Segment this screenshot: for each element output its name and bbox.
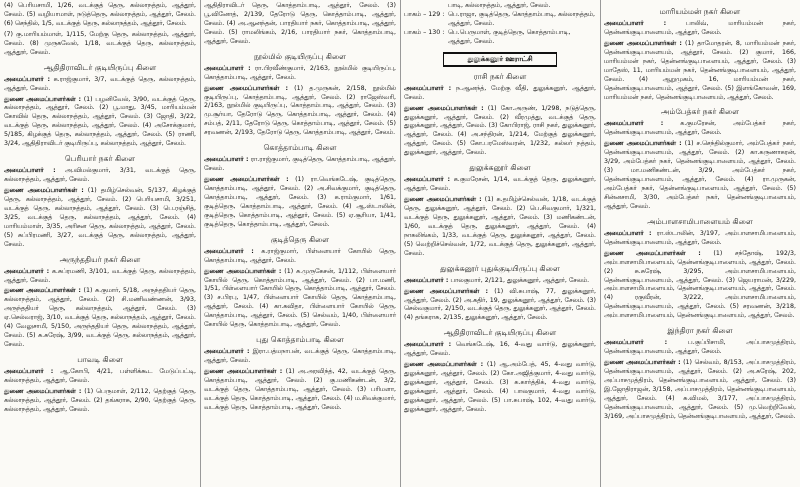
office-bearer-entry xyxy=(4,76,196,94)
role-label: துணை அமைப்பாளர்கள் : xyxy=(204,84,288,92)
role-label: அமைப்பாளர் : xyxy=(4,75,50,83)
member-details: (1) வி.சுபாஷ், 77, துலுக்கனூர், ஆத்தூர், சேலம். (2) அ.கதிர், 19, துலுக்கனூர், ஆத்தூர், சேலம். (3) செல்வகுமார், 2/150, வடக்குத் தெரு, துலுக்கனூர், ஆத்தூர், சேலம். (4) தங்கராசு, 2/135, துலுக்கனூர், ஆத்தூர், சேலம். xyxy=(404,287,596,322)
office-bearer-entry xyxy=(404,176,596,194)
role-label: துணை அமைப்பாளர்கள் : xyxy=(604,140,682,148)
branch-heading: ராசி நகர் கிளை xyxy=(473,71,527,81)
office-bearer-entry xyxy=(4,268,196,286)
member-details: (1) அ.அரவிந்த், 42, வடக்குத் தெரு, கொத்தாம்பாடி, ஆத்தூர், சேலம். (2) கு.மணிகண்டன், 3/2, வடக்குத் தெரு, கொத்தாம்பாடி, ஆத்தூர், சேலம். (3) பரிமளா, வடக்குத் தெரு, கொத்தாம்பாடி, ஆத்தூர், சேலம். (4) ம.சிவக்குமார், வடக்குத் தெரு, கொத்தாம்பாடி, ஆத்தூர், சேலம். xyxy=(204,368,396,411)
booth-number xyxy=(404,2,448,11)
role-label: துணை அமைப்பாளர்கள் : xyxy=(4,187,84,194)
booth-row xyxy=(404,2,596,11)
member-details: இரா.பத்மநாபன், வடக்குத் தெரு, கொத்தாம்பாடி, ஆத்தூர், சேலம். xyxy=(204,348,396,365)
branch-heading: பாவடி கிளை xyxy=(77,355,123,364)
member-details: (1) ரா.வெங்கடேஷ், குடித்தெரு, கொத்தாம்பாடி, ஆத்தூர், சேலம். (2) அ.சிவக்குமார், குடித்தெரு, கொத்தாம்பாடி, ஆத்தூர், சேலம். (3) க.ராம்குமார், 1/61, குடித்தெரு, கொத்தாம்பாடி, ஆத்தூர், சேலம். (4) ஆ.ஸ்டாலின், குடித்தெரு, கொத்தாம்பாடி, ஆத்தூர், சேலம். (5) ஏ.சூரியா, 1/41, குடித்தெரு, கொத்தாம்பாடி, ஆத்தூர், சேலம். xyxy=(204,176,396,228)
office-bearer-entry xyxy=(404,105,596,159)
office-bearer-entry xyxy=(604,359,796,422)
branch-heading: நூல்மில் குடியிருப்பு கிளை xyxy=(253,51,347,61)
role-label: அமைப்பாளர் : xyxy=(404,176,451,184)
role-label: துணை அமைப்பாளர்கள் : xyxy=(204,176,289,184)
role-label: துணை அமைப்பாளர்கள் : xyxy=(4,95,82,103)
column-4 xyxy=(600,0,800,487)
branch-heading: துலுக்கனூர் புதுக்குடியிருப்பு கிளை xyxy=(440,263,560,273)
office-bearer-entry xyxy=(604,120,796,138)
office-bearer-entry xyxy=(204,248,396,266)
office-bearer-entry xyxy=(204,156,396,174)
role-label: அமைப்பாளர் : xyxy=(204,64,251,72)
branch-heading: பெரியார் நகர் கிளை xyxy=(64,154,136,164)
role-label: துணை அமைப்பாளர்கள் : xyxy=(204,267,282,275)
office-bearer-entry xyxy=(204,268,396,331)
office-bearer-entry xyxy=(604,20,796,38)
booth-list xyxy=(404,2,596,47)
role-label: அமைப்பாளர் : xyxy=(604,339,668,347)
role-label: அமைப்பாளர் : xyxy=(404,84,452,92)
role-label: அமைப்பாளர் : xyxy=(204,156,249,164)
branch-heading: துலுக்கனூர் கிளை xyxy=(469,163,531,173)
office-bearer-entry xyxy=(4,287,196,350)
office-bearer-entry xyxy=(204,348,396,366)
col2-top-para: ஆதிதிராவிடர் தெரு, கொத்தாம்பாடி, ஆத்தூர், சேலம். (3) பூ.வினோத், 2/139, தேரோடு தெரு, கொத்தாம்பாடி, ஆத்தூர், சேலம். (4) அ.ஆனந்தன், பாரதியார் நகர், கொத்தாம்பாடி, ஆத்தூர், சேலம். (5) ராமலிங்கம், 2/16, பாரதியார் நகர், கொத்தாம்பாடி, ஆத்தூர், சேலம். xyxy=(204,2,396,45)
member-details: (1) தமிழ்செல்வன், 5/137, கிழக்குத் தெரு, கல்லாநத்தம், ஆத்தூர், சேலம். (2) பெரியசாமி, 3/251, வடக்குத் தெரு, கல்லாநத்தம், ஆத்தூர், சேலம். (3) பெ.ரஞ்சித், 3/25, வடக்குத் தெரு, கல்லாநத்தம், ஆத்தூர், சேலம். (4) மாரியம்மாள், 3/35, அரிசன தெரு, கல்லாநத்தம், ஆத்தூர், சேலம். (5) சுப்பிரமணி, 3/27, வடக்குத் தெரு, கல்லாநத்தம், ஆத்தூர், சேலம். xyxy=(4,187,196,248)
member-details: பாலகுமார், 2/121, துலுக்கனூர், ஆத்தூர், சேலம். xyxy=(450,276,590,284)
member-details: (1) செல்வம், 8/153, அப்பாசமுத்திரம், தென்னங்குடிபாளையம், ஆத்தூர், சேலம். (2) அ.சுரேஷ், 202, அப்பாசமுத்திரம், தென்னங்குடிபாளையம், ஆத்தூர், சேலம். (3) இ.ஜோதிராஜன், 3/158, அப்பாசமுத்திரம், தென்னங்குடிபாளையம், ஆத்தூர், சேலம். (4) சு.விமல், 3/177, அப்பாசமுத்திரம், தென்னங்குடிபாளையம், ஆத்தூர், சேலம். (5) மு.வெற்றிவேல், 3/169, அப்பாசமுத்திரம், தென்னங்குடிபாளையம், ஆத்தூர், சேலம். xyxy=(604,359,796,420)
office-bearer-entry xyxy=(4,368,196,386)
role-label: அமைப்பாளர் : xyxy=(404,341,452,349)
role-label: துணை அமைப்பாளர்கள் : xyxy=(4,387,82,395)
member-details: க.ராஜ்குமார், பிள்ளையார் கோயில் தெரு, கொத்தாம்பாடி, ஆத்தூர், சேலம். xyxy=(204,247,396,264)
office-bearer-entry xyxy=(404,85,596,103)
office-bearer-entry xyxy=(204,176,396,230)
col2-sections xyxy=(204,52,396,413)
role-label: அமைப்பாளர் : xyxy=(604,20,667,27)
member-details: க.குமரேசன், 1/14, வடக்குத் தெரு, துலுக்கனூர், ஆத்தூர், சேலம். xyxy=(404,176,596,193)
role-label: துணை அமைப்பாளர்கள் : xyxy=(404,361,484,369)
office-bearer-entry xyxy=(204,65,396,83)
role-label: அமைப்பாளர் : xyxy=(204,247,254,255)
branch-heading: புது கொத்தாம்பாடி கிளை xyxy=(256,335,344,345)
role-label: அமைப்பாளர் : xyxy=(604,120,664,128)
office-bearer-entry xyxy=(204,85,396,139)
branch-heading: மாரியம்மன் நகர் கிளை xyxy=(659,7,741,16)
office-bearer-entry xyxy=(404,341,596,359)
role-label: அமைப்பாளர் : xyxy=(4,368,54,375)
booth-agent: பாடி, கல்லாநத்தம், ஆத்தூர், சேலம். xyxy=(448,2,551,9)
role-label: துணை அமைப்பாளர்கள் : xyxy=(204,368,283,375)
role-label: அமைப்பாளர் : xyxy=(604,229,652,237)
member-details: (1) ச.செந்தில்குமார், அம்பேத்கர் நகர், தென்னங்குடிபாளையம், ஆத்தூர், சேலம். (2) கா.கருணாகரன், 3/29, அம்பேத்கர் நகர், தென்னங்குடிபாளையம், ஆத்தூர், சேலம். (3) மா.மணிகண்டன், 3/29, அம்பேத்கர் நகர், தென்னங்குடிபாளையம், ஆத்தூர், சேலம். (4) ரா.முருகன், அம்பேத்கர் நகர், தென்னங்குடிபாளையம், ஆத்தூர், சேலம். (5) சின்னசாமி, 3/30, அம்பேத்கர் நகர், தென்னங்குடிபாளையம், ஆத்தூர், சேலம். xyxy=(604,140,796,210)
member-details: பாலிவ், மாரியம்மன் நகர், தென்னங்குடிபாளையம், ஆத்தூர், சேலம். xyxy=(604,20,796,36)
member-details: ரா.ஸ்டாலின், 3/197, அம்பாளசாமிபாளையம், தென்னங்குடிபாளையம், ஆத்தூர், சேலம். xyxy=(604,229,796,246)
col3-sections xyxy=(404,72,596,415)
role-label: துணை அமைப்பாளர்கள் : xyxy=(404,104,484,112)
booth-row xyxy=(404,11,596,29)
office-bearer-entry xyxy=(404,361,596,415)
booth-number: பாகம் – 130 : xyxy=(404,28,445,36)
member-details: ந.ஆனந்த், மேற்கு வீதி, துலுக்கனூர், ஆத்தூர், சேலம். xyxy=(404,84,596,101)
office-bearer-entry xyxy=(4,187,196,250)
col1-sections xyxy=(4,63,196,415)
member-details: (1) ஆ.அம்பேத், 45, 4-வது வார்டு, துலுக்கனூர், ஆத்தூர், சேலம். (2) கோ.அஜித்குமார், 4-வது வார்டு, துலுக்கனூர், ஆத்தூர், சேலம். (3) க.கார்த்திக், 4-வது வார்டு, துலுக்கனூர், ஆத்தூர், சேலம். (4) பாலகுமார், 4-வது வார்டு, துலுக்கனூர், ஆத்தூர், சேலம். (5) பா.சுபாஷ், 102, 4-வது வார்டு, துலுக்கனூர், ஆத்தூர், சேலம். xyxy=(404,361,596,413)
office-bearer-entry xyxy=(604,140,796,212)
office-bearer-entry xyxy=(404,277,596,286)
booth-agent: பெ.பெருமாள், குடித்தெரு, கொத்தாம்பாடி, ஆத்தூர், சேலம். xyxy=(448,28,571,45)
member-details: (1) கோ.அருண், 1/298, நடுத்தெரு, துலுக்கனூர், ஆத்தூர், சேலம். (2) வீரமுத்து, வடக்குத் தெரு, துலுக்கனூர், ஆத்தூர், சேலம். (3) கோபிராஜ், ராசி நகர், துலுக்கனூர், ஆத்தூர், சேலம். (4) அ.சந்திரன், 1/214, மேற்குத் துலுக்கனூர், ஆத்தூர், சேலம். (5) கோ.பரமேஸ்வரன், 1/232, கல்லர் நத்தம், துலுக்கனூர், ஆத்தூர், சேலம். xyxy=(404,104,596,157)
role-label: அமைப்பாளர் : xyxy=(4,167,56,175)
member-details: ரா.ராஜ்குமார், குடித்தெரு, கொத்தாம்பாடி, ஆத்தூர், சேலம். xyxy=(204,156,396,173)
office-bearer-entry xyxy=(404,196,596,259)
col1-top-para-2: (7) கு.மாரியம்மாள், 1/115, மேற்கு தெரு, கல்லாநத்தம், ஆத்தூர், சேலம். (8) முருகவேல், 1/18, வடக்குத் தெரு, கல்லாநத்தம், ஆத்தூர், சேலம். xyxy=(4,30,196,56)
branch-heading: ஆதிதிராவிடர் குடியிருப்பு கிளை xyxy=(443,328,557,338)
role-label: துணை அமைப்பாளர்கள் : xyxy=(404,196,482,204)
role-label: அமைப்பாளர் : xyxy=(4,267,50,275)
member-details: (1) பெருமாள், 2/112, தெற்குத் தெரு, கல்லாநத்தம், ஆத்தூர், சேலம். (2) தங்கராசு, 2/90, தெற்குத் தெரு, கல்லாநத்தம், ஆத்தூர், சேலம். xyxy=(4,387,196,413)
role-label: துணை அமைப்பாளர்கள் : xyxy=(604,359,681,367)
member-details: அ.விமல்குமார், 3/31, வடக்குத் தெரு, கல்லாநத்தம், ஆத்தூர், சேலம். xyxy=(4,167,196,184)
branch-heading: அம்பேத்கர் நகர் கிளை xyxy=(660,107,740,117)
branch-heading: அம்பாளசாமிபாளையம் கிளை xyxy=(647,216,753,226)
office-bearer-entry xyxy=(604,250,796,322)
role-label: அமைப்பாளர் : xyxy=(204,348,250,356)
member-details: க.ராஜ்குமார், 3/7, வடக்குத் தெரு, கல்லாநத்தம், ஆத்தூர், சேலம். xyxy=(4,75,196,92)
member-details: (1) பழனிவேல், 3/90, வடக்குத் தெரு, கல்லாநத்தம், ஆத்தூர், சேலம். (2) பூ.மாது, 3/45, மாரியம்மன் கோவில் தெரு, கல்லாநத்தம், ஆத்தூர், சேலம். (3) ஜோதி, 3/22, வடக்குத் தெரு, கல்லாநத்தம், ஆத்தூர், சேலம். (4) அசோக்குமார், 5/185, கிழக்குத் தெரு, கல்லாநத்தம், ஆத்தூர், சேலம். (5) ராணி, 3/24, ஆதிதிராவிடர் குடியிருப்பு, கல்லாநத்தம், ஆத்தூர், சேலம். xyxy=(4,95,196,148)
panchayat-banner: துலுக்கனூர் ஊராட்சி xyxy=(443,52,557,67)
role-label: துணை அமைப்பாளர்கள் : xyxy=(604,39,682,47)
member-details: (1) த.முருகன், 2/158, நூல்மில் குடியிருப்பு, கொத்தாம்பாடி, ஆத்தூர், சேலம். (2) ராஜேஸ்வரி, 2/163, நூல்மில் குடியிருப்பு, கொத்தாம்பாடி, ஆத்தூர், சேலம். (3) மு.சூர்யா, தேரோடு தெரு, கொத்தாம்பாடி, ஆத்தூர், சேலம். (4) சம்பத், 2/11, தேரோடு தெரு, கொத்தாம்பாடி, ஆத்தூர், சேலம். (5) சரவணன், 2/193, தேரோடு தெரு, கொத்தாம்பாடி, ஆத்தூர், சேலம். xyxy=(204,84,396,137)
role-label: துணை அமைப்பாளர்கள் : xyxy=(604,249,701,257)
member-details: (1) க.தமிழ்ச்செல்வன், 1/18, வடக்குத் தெரு, துலுக்கனூர், ஆத்தூர், சேலம். (2) பெ.சிவகுமார், 1/321, வடக்குத் தெரு, துலுக்கனூர், ஆத்தூர், சேலம். (3) மணிகண்டன், 1/60, வடக்குத் தெரு, துலுக்கனூர், ஆத்தூர், சேலம். (4) நாகலிங்கம், 1/33, வடக்குத் தெரு, துலுக்கனூர், ஆத்தூர், சேலம். (5) வெற்றிச்செல்வன், 1/72, வடக்குத் தெரு, துலுக்கனூர், ஆத்தூர், சேலம். xyxy=(404,196,596,257)
role-label: துணை அமைப்பாளர்கள் : xyxy=(404,287,489,295)
col1-top-para-1: (4) பெரியசாமி, 1/26, வடக்குத் தெரு, கல்லாநத்தம், ஆத்தூர், சேலம். (5) வழியாமாள், நடுத்தெரு, கல்லாநத்தம், ஆத்தூர், சேலம். (6) செந்தில், 1/5, வடக்குத் தெரு, கல்லாநத்தம், ஆத்தூர், சேலம். xyxy=(4,2,196,27)
branch-heading: ஆதிதிராவிடர் குடியிருப்பு கிளை xyxy=(43,62,157,72)
member-details: க.குமரேசன், அம்பேத்கர் நகர், தென்னங்குடிபாளையம், ஆத்தூர், சேலம். xyxy=(604,120,796,137)
role-label: அமைப்பாளர் : xyxy=(404,276,449,284)
column-1 xyxy=(0,0,200,487)
office-bearer-entry xyxy=(604,230,796,248)
member-details: (1) சந்தோஷ், 192/3, அம்பாளசாமிபாளையம், தென்னங்குடிபாளையம், ஆத்தூர், சேலம். (2) சு.சுரேஷ், 3/295, அம்பாளசாமிபாளையம், தென்னங்குடிபாளையம், ஆத்தூர், சேலம். (3) ஜெயராமன், 3/229, அம்பாளசாமிபாளையம், தென்னங்குடிபாளையம், ஆத்தூர், சேலம். (4) ரகுவீரன், 3/222, அம்பாளசாமிபாளையம், தென்னங்குடிபாளையம், ஆத்தூர், சேலம். (5) சரவணன், 3/218, அம்பாளசாமிபாளையம், தென்னங்குடிபாளையம், ஆத்தூர், சேலம். xyxy=(604,249,796,320)
branch-heading: அருந்ததியர் நகர் கிளை xyxy=(59,254,141,264)
member-details: (1) தாமோதரன், 8, மாரியம்மன் நகர், தென்னங்குடிபாளையம், ஆத்தூர், சேலம். (2) குமார், 166, மாரியம்மன் நகர், தென்னங்குடிபாளையம், ஆத்தூர், சேலம். (3) மாதேஸ், 11, மாரியம்மன் நகர், தென்னங்குடிபாளையம், ஆத்தூர், சேலம். (4) ஆறுமுகம், 16, மாரியம்மன் நகர், தென்னங்குடிபாளையம், ஆத்தூர், சேலம். (5) இளங்கோவன், 169, மாரியம்மன் நகர், தென்னங்குடிபாளையம், ஆத்தூர், சேலம். xyxy=(604,39,796,101)
office-bearer-entry xyxy=(204,368,396,413)
column-2 xyxy=(200,0,400,487)
member-details: க.சுப்ரமணி, 3/101, வடக்குத் தெரு, கல்லாநத்தம், ஆத்தூர், சேலம். xyxy=(4,267,196,284)
member-details: ஆ.கோபி, 4/21, பள்ளிக்கூட மேடுப்பட்டி, கல்லாநத்தம், ஆத்தூர், சேலம். xyxy=(4,368,196,384)
member-details: ரா.பிரவீண்குமார், 2/163, நூல்மில் குடியிருப்பு, கொத்தாம்பாடி, ஆத்தூர், சேலம். xyxy=(204,64,396,81)
booth-number: பாகம் – 129 : xyxy=(404,10,445,18)
office-bearer-entry xyxy=(604,40,796,103)
branch-heading: குடித்தெரு கிளை xyxy=(270,234,330,244)
role-label: துணை அமைப்பாளர்கள் : xyxy=(4,287,81,295)
office-bearer-entry xyxy=(4,388,196,415)
col4-sections xyxy=(604,20,796,422)
office-bearer-entry xyxy=(604,339,796,357)
office-bearer-entry xyxy=(4,167,196,185)
column-3 xyxy=(400,0,600,487)
member-details: (1) சு.குமார், 5/18, அருந்ததியர் தெரு, கல்லாநத்தம், ஆத்தூர், சேலம். (2) சி.மணிவண்ணன், 3/93, அருந்ததியர் தெரு, கல்லாநத்தம், ஆத்தூர், சேலம். (3) ஏ.செல்வராஜ், 3/10, வடக்குத் தெரு, கல்லாநத்தம், ஆத்தூர், சேலம். (4) வேலுசாமி, 5/150, அருந்ததியர் தெரு, கல்லாநத்தம், ஆத்தூர், சேலம். (5) சு.சுரேஷ், 3/99, வடக்குத் தெரு, கல்லாநத்தம், ஆத்தூர், சேலம். xyxy=(4,287,196,349)
member-details: வெங்கடேஷ், 16, 4-வது வார்டு, துலுக்கனூர், ஆத்தூர், சேலம். xyxy=(404,341,596,358)
member-details: ப.குப்பிசாமி, அப்பாசமுத்திரம், தென்னங்குடிபாளையம், ஆத்தூர், சேலம். xyxy=(604,339,796,356)
member-details: (1) சு.முருகேசன், 1/112, பிள்ளையார் கோயில் தெரு, கொத்தாம்பாடி, ஆத்தூர், சேலம். (2) பா.மணி, 1/51, பிள்ளையார் கோயில் தெரு, கொத்தாம்பாடி, ஆத்தூர், சேலம். (3) ச.பிரபு, 1/47, பிள்ளையார் கோயில் தெரு, கொத்தாம்பாடி, ஆத்தூர், சேலம். (4) கா.கவிதா, பிள்ளையார் கோயில் தெரு, கொத்தாம்பாடி, ஆத்தூர், சேலம். (5) செல்வம், 1/40, பிள்ளையார் கோயில் தெரு, கொத்தாம்பாடி, ஆத்தூர், சேலம். xyxy=(204,267,396,329)
booth-row xyxy=(404,29,596,47)
office-bearer-entry xyxy=(404,288,596,324)
booth-agent: பெ.ராஜா, குடித்தெரு, கொத்தாம்பாடி, கல்லாநத்தம், ஆத்தூர், சேலம். xyxy=(448,10,596,27)
branch-heading: கொத்தாம்பாடி கிளை xyxy=(263,143,337,153)
branch-heading: இந்திரா நகர் கிளை xyxy=(667,326,733,336)
office-bearer-entry xyxy=(4,96,196,150)
